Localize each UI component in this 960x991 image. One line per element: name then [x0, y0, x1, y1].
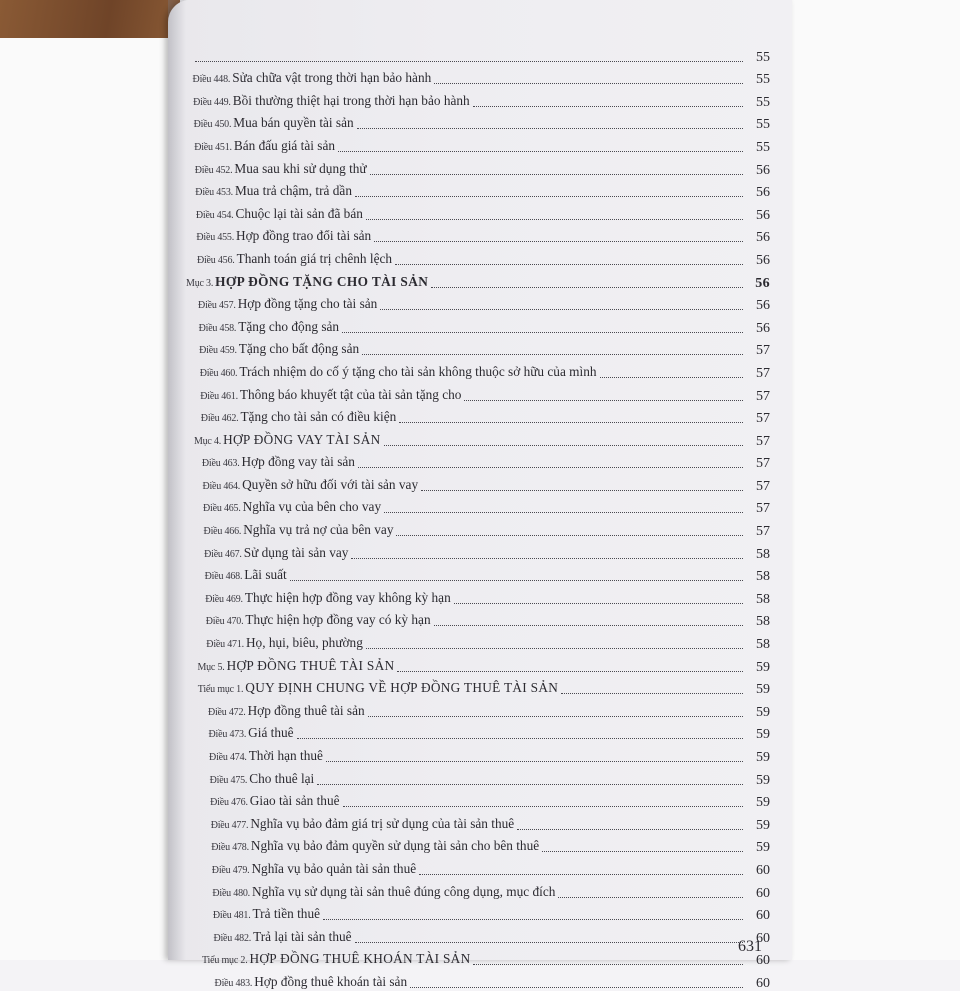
toc-entry-prefix: Điều 473. [208, 729, 247, 741]
toc-page-number: 60 [756, 862, 770, 878]
toc-entry [186, 65, 770, 88]
toc-entry-text [196, 228, 371, 245]
toc-page-number: 59 [756, 817, 770, 833]
toc-entry-prefix: Điều 452. [194, 164, 233, 176]
toc-section-heading [186, 426, 770, 449]
toc-page-number: 56 [756, 230, 770, 246]
toc-entry-prefix: Điều 465. [203, 503, 241, 515]
toc-entry [186, 788, 770, 811]
toc-entry-text [194, 138, 335, 155]
toc-page-number: 57 [756, 501, 770, 517]
toc-entry-title: Hợp đồng thuê khoán tài sản [254, 973, 408, 989]
dot-leader [326, 760, 743, 762]
toc-entry-text [186, 274, 428, 291]
toc-entry-prefix: Điều 449. [193, 96, 231, 108]
toc-entry [186, 720, 770, 743]
toc-entry-text [197, 658, 394, 675]
toc-entry-prefix: Tiểu mục 2. [202, 955, 248, 967]
toc-page-number: 56 [756, 320, 770, 336]
toc-entry-prefix: Điều 479. [211, 864, 250, 876]
dot-leader [355, 195, 743, 197]
toc-entry-title: Lãi suất [244, 567, 287, 583]
toc-entry-text [195, 161, 367, 178]
toc-entry-title: Nghĩa vụ sử dụng tài sản thuê đúng công dụng, mục đích [251, 883, 556, 899]
toc-entry-title: Tặng cho tài sản có điều kiện [240, 409, 397, 425]
toc-section-heading [186, 946, 770, 969]
toc-entry [186, 878, 770, 901]
toc-entry [186, 562, 770, 585]
toc-entry-text [193, 70, 432, 87]
toc-entry-title: Tặng cho động sản [238, 318, 340, 334]
toc-entry-text [213, 906, 320, 923]
toc-page-number: 59 [756, 840, 770, 856]
toc-entry [186, 336, 770, 359]
toc-entry-text [211, 816, 515, 833]
toc-entry-prefix: Điều 458. [198, 322, 237, 334]
toc-entry-title: Trả lại tài sản thuê [253, 928, 352, 944]
toc-entry [186, 155, 770, 178]
toc-entry-title: Bán đấu giá tài sản [233, 137, 336, 153]
toc-entry-prefix: Điều 461. [200, 390, 238, 402]
toc-entry [186, 901, 770, 924]
toc-entry-text [194, 432, 381, 449]
toc-entry-text [200, 387, 461, 404]
toc-entry [186, 607, 770, 630]
right-margin-background [790, 0, 960, 960]
toc-entry-title: Thời hạn thuê [248, 748, 323, 763]
toc-entry-title: Nghĩa vụ bảo đảm giá trị sử dụng của tài sản thuê [250, 815, 515, 831]
toc-entry [186, 404, 770, 427]
wooden-table-corner [0, 0, 180, 38]
dot-leader [421, 489, 743, 491]
toc-entry-title: Hợp đồng tặng cho tài sản [237, 296, 378, 312]
toc-page-number: 58 [756, 569, 770, 585]
toc-entry-text [208, 703, 365, 720]
toc-entry-prefix: Điều 471. [206, 639, 244, 651]
toc-entry-title: Mua trả chậm, trả dần [234, 183, 352, 199]
toc-entry-prefix: Điều 451. [194, 141, 232, 153]
toc-entry-title: Thông báo khuyết tật của tài sản tặng cho [239, 386, 462, 402]
toc-entry-prefix: Điều 448. [192, 74, 231, 86]
toc-entry-prefix: Mục 4. [193, 435, 222, 447]
dot-leader [384, 444, 743, 446]
toc-entry [186, 471, 770, 494]
toc-entry-title: Hợp đồng vay tài sản [241, 454, 355, 470]
toc-page-number: 56 [755, 275, 770, 291]
toc-entry-text [203, 499, 381, 516]
toc-page-number: 59 [756, 772, 770, 788]
toc-entry-title: Nghĩa vụ bảo quản tài sản thuê [251, 860, 417, 876]
toc-entry-prefix: Mục 3. [186, 277, 214, 289]
toc-entry-text [199, 319, 339, 336]
dot-leader [338, 150, 743, 152]
dot-leader [374, 240, 743, 242]
toc-entry-title: Tặng cho bất động sản [238, 341, 360, 357]
dot-leader [395, 263, 743, 265]
toc-entry-prefix: Điều 463. [201, 458, 240, 470]
toc-entry-title: HỢP ĐỒNG THUÊ TÀI SẢN [226, 657, 395, 673]
dot-leader [351, 557, 743, 559]
toc-entry [186, 516, 770, 539]
dot-leader [396, 534, 743, 536]
dot-leader [380, 308, 743, 310]
dot-leader [397, 670, 743, 672]
toc-page-number: 59 [756, 704, 770, 720]
toc-page-number: 59 [756, 727, 770, 743]
toc-section-heading [186, 652, 770, 675]
toc-page-number: 57 [756, 433, 770, 449]
toc-entry [186, 855, 770, 878]
toc-entry-prefix: Điều 462. [200, 413, 239, 425]
toc-entry-text [206, 635, 363, 652]
toc-entry-text [209, 748, 323, 765]
toc-entry-title: Trả tiền thuê [252, 906, 320, 922]
toc-page-number: 56 [756, 207, 770, 223]
dot-leader [464, 399, 743, 401]
toc-entry-title: Giá thuê [248, 725, 294, 741]
toc-entry-title: Giao tài sản thuê [249, 793, 340, 809]
toc-entry [186, 539, 770, 562]
dot-leader [384, 511, 743, 513]
toc-entry-title: Thực hiện hợp đồng vay không kỳ hạn [244, 589, 451, 605]
toc-entry-title: HỢP ĐỒNG VAY TÀI SẢN [223, 431, 381, 447]
toc-entry-text [205, 567, 287, 584]
toc-page-number: 56 [756, 162, 770, 178]
dot-leader [323, 918, 743, 920]
toc-entry-text [193, 93, 470, 110]
dot-leader [195, 60, 743, 62]
toc-section-heading [186, 268, 770, 291]
toc-entry-text [196, 206, 363, 223]
dot-leader [419, 873, 743, 875]
toc-page-number: 55 [756, 139, 770, 155]
dot-leader [357, 127, 743, 129]
toc-entry-prefix: Điều 480. [212, 887, 250, 899]
toc-entry-title: Mua sau khi sử dụng thử [234, 160, 367, 176]
toc-page-number: 60 [756, 930, 770, 946]
toc-page-number: 60 [756, 953, 770, 969]
toc-entry-title: Thực hiện hợp đồng vay có kỳ hạn [245, 612, 431, 628]
page-number: 631 [738, 938, 762, 955]
toc-entry-title: Hợp đồng trao đổi tài sản [236, 228, 372, 244]
toc-entry-prefix: Điều 467. [204, 548, 242, 560]
toc-entry-prefix: Điều 482. [213, 932, 252, 944]
toc-entry-text [198, 680, 558, 697]
toc-page-number: 58 [756, 637, 770, 653]
toc-entry-text [210, 793, 339, 810]
left-margin-background [0, 38, 182, 960]
toc-entry [186, 245, 770, 268]
toc-entry [186, 765, 770, 788]
toc-page-number: 57 [756, 478, 770, 494]
dot-leader [317, 783, 743, 785]
toc-entry-prefix: Tiểu mục 1. [197, 684, 244, 696]
dot-leader [355, 941, 743, 943]
toc-entry [186, 697, 770, 720]
toc-entry-text [202, 454, 355, 471]
toc-entry-prefix: Điều 459. [199, 345, 237, 357]
dot-leader [434, 82, 743, 84]
toc-entry-title: Mua bán quyền tài sản [233, 115, 354, 131]
toc-page-number: 56 [756, 252, 770, 268]
dot-leader [434, 624, 743, 626]
toc-entry-text [197, 251, 392, 268]
toc-entry-title: Sửa chữa vật trong thời hạn bảo hành [232, 70, 432, 86]
toc-entry [186, 742, 770, 765]
dot-leader [366, 647, 743, 649]
toc-page-number: 58 [756, 546, 770, 562]
dot-leader [368, 715, 743, 717]
toc-entry [186, 833, 770, 856]
toc-page-number: 55 [756, 94, 770, 110]
toc-entry [186, 358, 770, 381]
dot-leader [343, 805, 743, 807]
dot-leader [561, 692, 743, 694]
toc-entry-text [212, 861, 416, 878]
toc-page-number: 59 [756, 795, 770, 811]
toc-entry [186, 178, 770, 201]
toc-entry [186, 629, 770, 652]
toc-entry [186, 313, 770, 336]
toc-entry-prefix: Điều 477. [210, 819, 249, 831]
toc-page-number: 59 [756, 750, 770, 765]
toc-page-number: 57 [756, 524, 770, 540]
toc-entry-text [202, 951, 470, 968]
dot-leader [473, 105, 743, 107]
toc-entry-title: Quyền sở hữu đối với tài sản vay [242, 476, 419, 492]
toc-entry [186, 87, 770, 110]
toc-page-number: 55 [756, 117, 770, 133]
toc-entry-prefix: Điều 460. [199, 367, 238, 379]
toc-entry-title: Nghĩa vụ trả nợ của bên vay [243, 522, 394, 538]
toc-entry-text [212, 884, 555, 901]
toc-page-number: 59 [756, 682, 770, 698]
toc-entry-title: Chuộc lại tài sản đã bán [235, 205, 363, 221]
toc-entry-title: Họ, hụi, biêu, phường [245, 635, 363, 651]
dot-leader [431, 286, 743, 288]
toc-page-number: 59 [756, 659, 770, 675]
toc-entry-prefix: Điều 481. [212, 910, 251, 922]
toc-entry-title: QUY ĐỊNH CHUNG VỀ HỢP ĐỒNG THUÊ TÀI SẢN [245, 680, 559, 696]
dot-leader [358, 466, 743, 468]
toc-entry-prefix: Điều 476. [210, 797, 248, 809]
toc-page-number: 56 [756, 298, 770, 314]
toc-entry [186, 223, 770, 246]
toc-entry-prefix: Điều 475. [209, 774, 248, 786]
toc-entry [186, 200, 770, 223]
dot-leader [362, 353, 743, 355]
toc-entry-prefix: Điều 469. [205, 593, 243, 605]
toc-entry-prefix: Điều 457. [198, 300, 236, 312]
toc-entry-title: Trách nhiệm do cố ý tặng cho tài sản không thuộc sở hữu của mình [239, 363, 597, 379]
toc-page-number: 58 [756, 591, 770, 607]
toc-page-number: 56 [756, 185, 770, 201]
toc-entry-title: Nghĩa vụ bảo đảm quyền sử dụng tài sản cho bên thuê [250, 838, 540, 854]
toc-page-number: 55 [756, 49, 770, 65]
dot-leader [342, 331, 743, 333]
table-of-contents [186, 42, 770, 991]
toc-entry-text [215, 974, 408, 991]
dot-leader [558, 896, 743, 898]
toc-entry-title: Thanh toán giá trị chênh lệch [236, 250, 393, 266]
toc-entry [186, 381, 770, 404]
toc-page-number: 60 [756, 908, 770, 924]
toc-page-number: 57 [756, 388, 770, 404]
toc-entry-prefix: Điều 450. [193, 119, 232, 131]
toc-entry-prefix: Điều 453. [195, 187, 233, 199]
dot-leader [454, 602, 743, 604]
toc-page-number: 55 [756, 72, 770, 88]
dot-leader [297, 737, 743, 739]
toc-entry-text [195, 183, 352, 200]
toc-entry-text [205, 590, 451, 607]
toc-entry-text [194, 115, 354, 132]
toc-entry-text [204, 522, 394, 539]
toc-entry-prefix: Điều 455. [196, 232, 235, 244]
page-spine-shadow [168, 0, 186, 960]
toc-entry-prefix: Điều 468. [204, 571, 243, 583]
toc-entry-title: HỢP ĐỒNG THUÊ KHOÁN TÀI SẢN [249, 951, 471, 967]
toc-page-number: 60 [756, 885, 770, 901]
dot-leader [399, 421, 743, 423]
dot-leader [542, 850, 743, 852]
toc-entry [186, 968, 770, 991]
toc-entry-prefix: Điều 478. [211, 842, 249, 854]
toc-entry-text [211, 838, 539, 855]
dot-leader [290, 579, 743, 581]
toc-entry-text [209, 725, 294, 742]
toc-entry-text [202, 477, 418, 494]
toc-entry [186, 291, 770, 314]
toc-entry-prefix: Điều 454. [195, 209, 234, 221]
toc-section-heading [186, 675, 770, 698]
toc-entry [186, 494, 770, 517]
toc-entry [186, 110, 770, 133]
toc-page-number: 57 [756, 456, 770, 472]
dot-leader [517, 828, 743, 830]
toc-entry [186, 132, 770, 155]
toc-page-number: 57 [756, 411, 770, 427]
toc-entry-text [198, 296, 377, 313]
toc-entry-prefix: Điều 474. [209, 752, 247, 763]
toc-page-number: 60 [756, 975, 770, 991]
toc-entry-title: Nghĩa vụ của bên cho vay [242, 499, 382, 515]
toc-entry-prefix: Điều 483. [214, 977, 253, 989]
toc-page-number: 57 [756, 343, 770, 359]
toc-entry-title: HỢP ĐỒNG TẶNG CHO TÀI SẢN [215, 273, 429, 289]
toc-entry-text [200, 364, 597, 381]
dot-leader [473, 963, 743, 965]
dot-leader [366, 218, 743, 220]
dot-leader [600, 376, 743, 378]
toc-entry-prefix: Điều 470. [205, 616, 244, 628]
toc-entry [186, 923, 770, 946]
toc-entry-prefix: Mục 5. [197, 661, 225, 673]
toc-entry [186, 42, 770, 65]
toc-entry [186, 449, 770, 472]
toc-entry-text [204, 545, 348, 562]
toc-entry-prefix: Điều 456. [196, 254, 235, 266]
toc-entry-text [206, 612, 431, 629]
toc-entry-prefix: Điều 466. [203, 526, 242, 538]
toc-entry-title: Sử dụng tài sản vay [243, 544, 349, 560]
toc-entry [186, 810, 770, 833]
toc-entry-text [201, 409, 396, 426]
toc-entry-title: Bồi thường thiệt hại trong thời hạn bảo hành [232, 92, 470, 108]
toc-entry-text [213, 929, 351, 946]
dot-leader [370, 173, 743, 175]
toc-entry [186, 584, 770, 607]
toc-entry-title: Hợp đồng thuê tài sản [247, 702, 365, 718]
toc-entry-prefix: Điều 464. [202, 480, 241, 492]
toc-page-number: 58 [756, 614, 770, 630]
toc-entry-text [199, 341, 359, 358]
toc-page-number: 57 [756, 365, 770, 381]
toc-entry-title: Cho thuê lại [249, 770, 315, 786]
toc-entry-text [210, 771, 315, 788]
dot-leader [410, 986, 743, 988]
toc-entry-prefix: Điều 472. [207, 706, 246, 718]
